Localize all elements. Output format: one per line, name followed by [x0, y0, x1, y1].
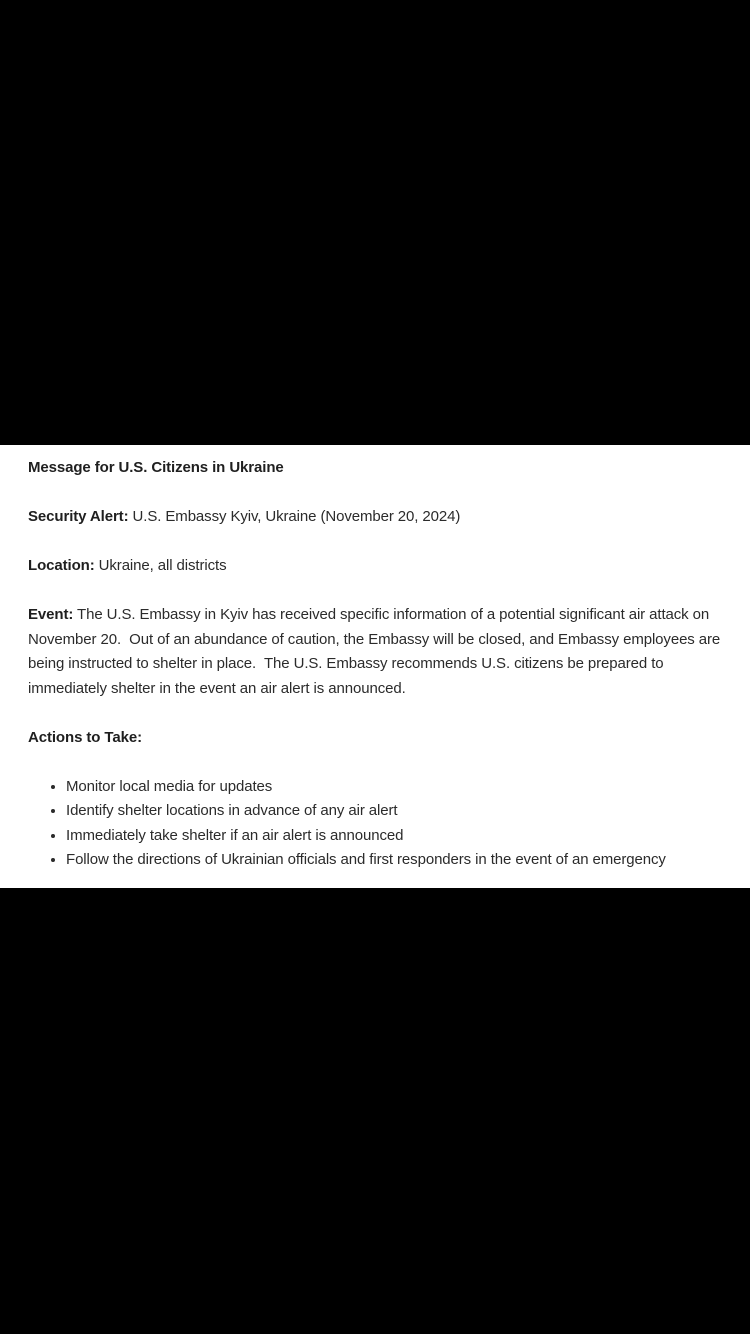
- security-alert-line: [28, 505, 730, 530]
- action-item-identify-shelter: • Identify shelter locations in advance of any air alert: [66, 799, 730, 824]
- event-paragraph: [28, 603, 730, 701]
- location-label: Location:: [28, 556, 95, 574]
- action-item-take-shelter: • Immediately take shelter if an air alert is announced: [66, 824, 730, 849]
- event-label: Event:: [28, 605, 74, 623]
- action-item-monitor-media: • Monitor local media for updates: [66, 775, 730, 800]
- location-line: [28, 554, 730, 579]
- security-alert-message: [0, 445, 750, 888]
- actions-heading: Actions to Take:: [28, 728, 142, 746]
- action-item-follow-directions: • Follow the directions of Ukrainian officials and first responders in the event of an emergency: [66, 848, 730, 873]
- security-alert-text: U.S. Embassy Kyiv, Ukraine (November 20, 2024): [128, 507, 461, 525]
- actions-list: [28, 775, 730, 873]
- security-alert-label: Security Alert:: [28, 507, 129, 525]
- message-title: Message for U.S. Citizens in Ukraine: [28, 459, 284, 476]
- event-text: The U.S. Embassy in Kyiv has received specific information of a potential significant air attack on November 20. Out of an abundance of caution, the Embassy will be closed, and Embassy employees are being instructed to shelter in place. The U.S. Embassy recommends U.S. citizens be prepared to immediately shelter in the event an air alert is announced.: [28, 605, 721, 697]
- location-text: Ukraine, all districts: [94, 556, 227, 574]
